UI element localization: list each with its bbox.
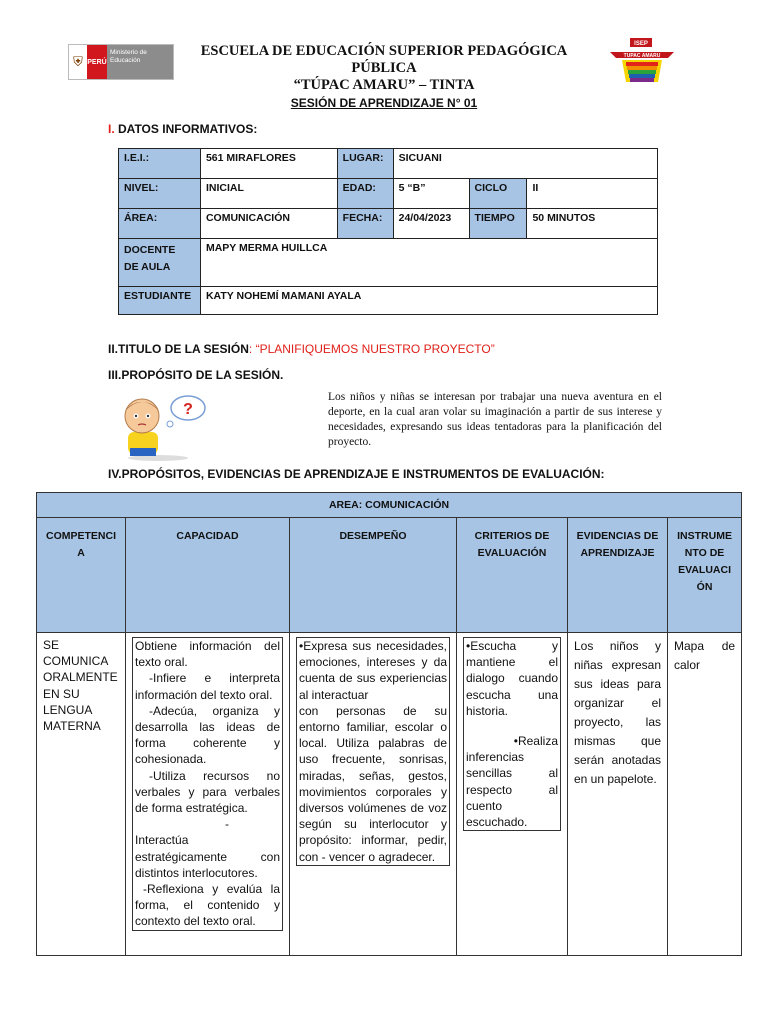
- fecha-label: FECHA:: [337, 209, 393, 239]
- capacidad-item: -Infiere e interpreta información del texto oral.: [135, 671, 280, 702]
- docente-label-line2: DE AULA: [124, 261, 171, 273]
- area-label: ÁREA:: [119, 209, 201, 239]
- header-criterios: [457, 518, 568, 633]
- school-logo: [608, 38, 676, 84]
- school-logo-text: TUPAC AMARU: [623, 53, 661, 59]
- school-title-line2: “TÚPAC AMARU” – TINTA: [293, 77, 475, 93]
- info-table: [118, 148, 658, 315]
- section-titulo: [108, 342, 495, 356]
- evaluation-header-row: [37, 518, 742, 633]
- competencia-cell: [37, 633, 126, 956]
- school-title: [172, 43, 596, 94]
- header-instrumento-line3: EVALUACI: [678, 564, 731, 576]
- evaluation-area-row: [37, 493, 742, 518]
- header-desempeno: DESEMPEÑO: [290, 518, 457, 633]
- desempeno-cell: [290, 633, 457, 956]
- header-instrumento-line4: ÓN: [696, 581, 713, 593]
- section4-label: IV.PROPÓSITOS, EVIDENCIAS DE APRENDIZAJE E INSTRUMENTOS DE EVALUACIÓN:: [108, 467, 605, 481]
- desempeno-text-b: con personas de su entorno familiar, escolar o local. Utiliza palabras de uso frecuente, sonrisas, miradas, señas, gestos, movimientos corporales y diversos volúmenes de voz según su interlocutor y propósito: informar, pedir, con - vencer o agradecer.: [299, 703, 447, 864]
- header-instrumento: [668, 518, 742, 633]
- ciclo-value: II: [527, 179, 658, 209]
- capacidad-item: -Reflexiona y evalúa la forma, el contenido y contexto del texto oral.: [135, 882, 280, 929]
- competencia-line: LENGUA: [43, 702, 93, 717]
- ministry-label: Ministerio de Educación: [107, 45, 173, 79]
- school-title-line1: ESCUELA DE EDUCACIÓN SUPERIOR PEDAGÓGICA PÚBLICA: [200, 43, 568, 76]
- area-header: AREA: COMUNICACIÓN: [37, 493, 742, 518]
- section2-label: II.TITULO DE LA SESIÓN: [108, 342, 249, 356]
- fecha-value: 24/04/2023: [393, 209, 469, 239]
- edad-label: EDAD:: [337, 179, 393, 209]
- header-competencia-line1: COMPETENCI: [45, 530, 116, 542]
- header-capacidad: CAPACIDAD: [126, 518, 290, 633]
- capacidad-item: -Adecúa, organiza y desarrolla las ideas de forma coherente y cohesionada.: [135, 703, 280, 767]
- competencia-line: ORALMENTE: [43, 670, 118, 685]
- criterios-cell: [457, 633, 568, 956]
- docente-label-line1: DOCENTE: [124, 244, 176, 256]
- header-criterios-line1: CRITERIOS DE: [474, 530, 550, 542]
- evaluation-table: [36, 492, 742, 956]
- section1-label: DATOS INFORMATIVOS:: [114, 122, 258, 136]
- header-instrumento-line1: INSTRUME: [677, 530, 732, 542]
- header-evidencias-line2: APRENDIZAJE: [580, 547, 655, 559]
- capacidad-item: -Interactúa estratégicamente con distintos interlocutores.: [135, 817, 280, 880]
- estudiante-value: KATY NOHEMÍ MAMANI AYALA: [200, 287, 657, 315]
- docente-value: MAPY MERMA HUILLCA: [200, 239, 657, 287]
- section3-label: III.PROPÓSITO DE LA SESIÓN.: [108, 368, 284, 382]
- section-datos-informativos: [108, 122, 257, 136]
- competencia-line: MATERNA: [43, 719, 101, 734]
- session-purpose-text: Los niños y niñas se interesan por trabajar una nueva aventura en el deporte, en la cual aran volar su imaginación a partir de sus interese y necesidades, expresando sus ideas tentadoras para la planificación del proyecto.: [328, 391, 662, 448]
- evaluation-body-row: [37, 633, 742, 956]
- header-competencia: [37, 518, 126, 633]
- evidencias-cell: Los niños y niñas expresan sus ideas para organizar el proyecto, las mismas que serán anotadas en un papelote.: [568, 633, 668, 956]
- thinking-child-illustration: [108, 392, 208, 462]
- tiempo-value: 50 MINUTOS: [527, 209, 658, 239]
- area-value: COMUNICACIÓN: [200, 209, 337, 239]
- competencia-line: SE: [43, 638, 60, 652]
- competencia-line: COMUNICA: [43, 654, 109, 669]
- peru-shield-icon: ⛨: [73, 54, 83, 69]
- tiempo-label: TIEMPO: [469, 209, 527, 239]
- info-row-nivel: [119, 179, 658, 209]
- criterio-2-bullet: •Realiza: [513, 734, 558, 749]
- instrumento-cell: Mapa de calor: [668, 633, 742, 956]
- capacidad-cell: [126, 633, 290, 956]
- school-logo-badge: ISEP: [634, 41, 648, 47]
- nivel-label: NIVEL:: [119, 179, 201, 209]
- peru-label: PERÚ: [87, 45, 107, 79]
- iei-label: I.E.I.:: [119, 149, 201, 179]
- criterio-1: •Escucha y mantiene el dialogo cuando escucha una historia.: [466, 639, 558, 718]
- capacidad-item: Obtiene información del texto oral.: [135, 639, 280, 670]
- desempeno-box: [296, 637, 450, 866]
- criterio-2: inferencias sencillas al respecto al cuento escuchado.: [466, 750, 558, 830]
- section1-numeral: I.: [108, 122, 115, 136]
- criterios-box: [463, 637, 561, 831]
- header-evidencias-line1: EVIDENCIAS DE: [576, 530, 659, 542]
- edad-value: 5 “B”: [393, 179, 469, 209]
- header-criterios-line2: EVALUACIÓN: [477, 547, 547, 559]
- capacidad-box: [132, 637, 283, 931]
- question-mark-icon: ?: [183, 401, 193, 418]
- nivel-value: INICIAL: [200, 179, 337, 209]
- iei-value: 561 MIRAFLORES: [200, 149, 337, 179]
- capacidad-item: -Utiliza recursos no verbales y para verbales de forma estratégica.: [135, 768, 280, 816]
- info-row-estudiante: [119, 287, 658, 315]
- header-instrumento-line2: NTO DE: [684, 547, 725, 559]
- session-name: : “PLANIFIQUEMOS NUESTRO PROYECTO”: [248, 342, 495, 356]
- info-row-docente: [119, 239, 658, 287]
- docente-label: [119, 239, 201, 287]
- header-evidencias: [568, 518, 668, 633]
- info-row-iei: [119, 149, 658, 179]
- session-title: SESIÓN DE APRENDIZAJE N° 01: [290, 96, 478, 110]
- ciclo-label: CICLO: [469, 179, 527, 209]
- info-row-area: [119, 209, 658, 239]
- lugar-value: SICUANI: [393, 149, 657, 179]
- header-competencia-line2: A: [77, 547, 85, 559]
- desempeno-text-a: •Expresa sus necesidades, emociones, intereses y da cuenta de sus experiencias al interactuar: [299, 639, 447, 702]
- ministry-logo: [68, 44, 174, 80]
- competencia-line: EN SU: [43, 686, 80, 701]
- estudiante-label: ESTUDIANTE: [119, 287, 201, 315]
- lugar-label: LUGAR:: [337, 149, 393, 179]
